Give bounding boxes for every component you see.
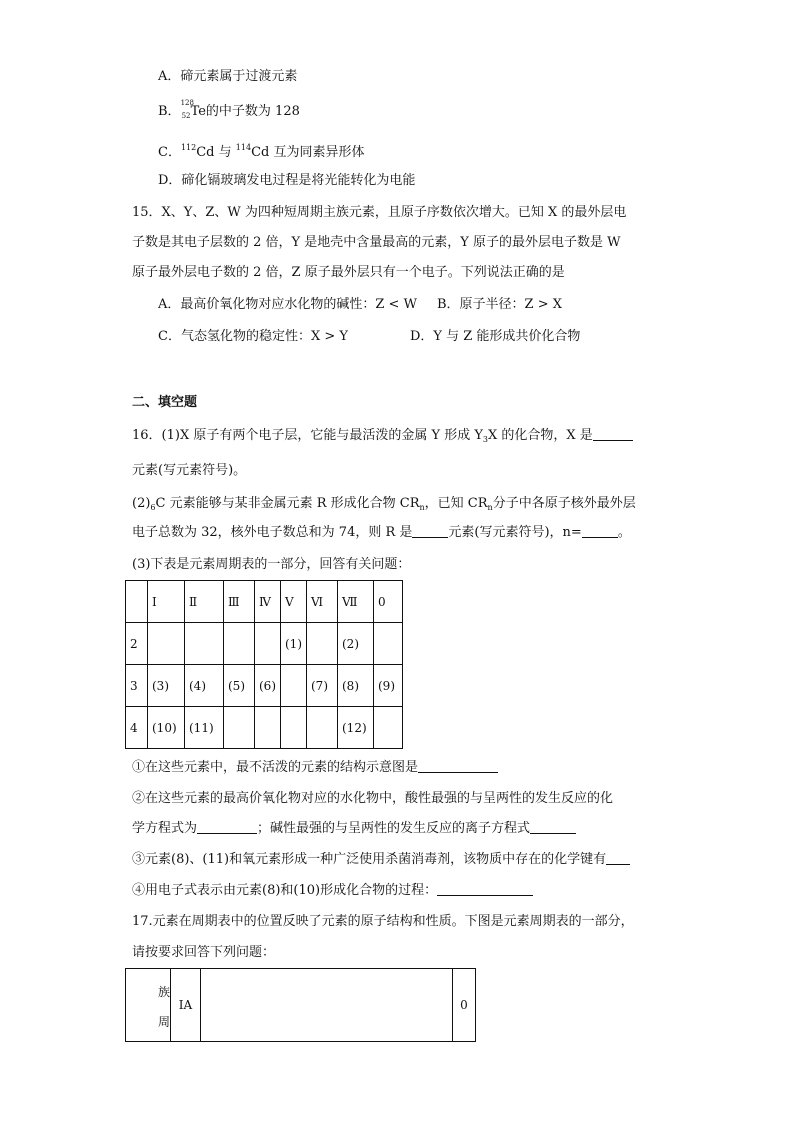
table-row bbox=[126, 707, 403, 749]
q14-option-c bbox=[158, 139, 364, 162]
table-cell bbox=[255, 707, 281, 749]
option-b-prefix: B． bbox=[158, 104, 181, 119]
table-cell-ia: IA bbox=[171, 969, 201, 1042]
table-cell: Ⅴ bbox=[281, 581, 307, 623]
q16-p2-line2-c: 。 bbox=[617, 525, 631, 540]
answer-blank-process[interactable] bbox=[437, 882, 533, 896]
table-cell: (11) bbox=[185, 707, 224, 749]
q16-p2-d: 分子中各原子核外最外层 bbox=[492, 496, 636, 511]
q14-option-d: D．碲化镉玻璃发电过程是将光能转化为电能 bbox=[158, 173, 416, 188]
q17-stem-line2: 请按要求回答下列问题： bbox=[132, 945, 276, 960]
q16-sub2-a: 学方程式为 bbox=[132, 821, 198, 836]
q16-sub1-text: ①在这些元素中，最不活泼的元素的结构示意图是 bbox=[132, 760, 419, 775]
table-cell: (12) bbox=[338, 707, 374, 749]
atomic-number: 52 bbox=[181, 112, 191, 120]
table-cell bbox=[224, 707, 255, 749]
q16-sub3-text: ③元素(8)、(11)和氧元素形成一种广泛使用杀菌消毒剂，该物质中存在的化学键有 bbox=[132, 852, 607, 867]
q15-option-d: D．Y 与 Z 能形成共价化合物 bbox=[410, 329, 581, 344]
q16-sub4 bbox=[132, 882, 533, 900]
answer-blank-x[interactable] bbox=[593, 427, 633, 441]
table-cell: 2 bbox=[126, 623, 148, 665]
nuclide-notation bbox=[180, 99, 194, 120]
q16-p2-line2-b: 元素(写元素符号)，n= bbox=[448, 525, 582, 540]
answer-blank-equation[interactable] bbox=[197, 820, 257, 834]
q16-part3-intro: (3)下表是元素周期表的一部分，回答有关问题： bbox=[132, 557, 411, 572]
option-c-prefix: C． bbox=[158, 145, 181, 160]
q15-stem-line3: 原子最外层电子数的 2 倍，Z 原子最外层只有一个电子。下列说法正确的是 bbox=[132, 265, 565, 280]
table-cell: (7) bbox=[307, 665, 338, 707]
subscript-6: 6 bbox=[150, 503, 156, 512]
subscript-3: 3 bbox=[482, 435, 488, 444]
table-cell bbox=[307, 707, 338, 749]
table-cell bbox=[148, 623, 185, 665]
answer-blank-structure[interactable] bbox=[418, 759, 498, 773]
mass-number: 128 bbox=[180, 99, 194, 107]
table-cell: 3 bbox=[126, 665, 148, 707]
table-cell bbox=[281, 707, 307, 749]
table-cell: Ⅲ bbox=[224, 581, 255, 623]
table-cell: Ⅰ bbox=[148, 581, 185, 623]
q16-p1-b: X 的化合物，X 是 bbox=[488, 428, 593, 443]
option-b-rest: 的中子数为 128 bbox=[205, 104, 300, 119]
table-cell bbox=[374, 623, 403, 665]
table-row bbox=[126, 623, 403, 665]
periodic-table-excerpt bbox=[125, 580, 403, 749]
q16-sub2-b: ；碱性最强的与呈两性的发生反应的离子方程式 bbox=[257, 821, 531, 836]
corner-label-top: 族 bbox=[157, 985, 170, 999]
table-cell: (2) bbox=[338, 623, 374, 665]
table-cell bbox=[307, 623, 338, 665]
table-cell: Ⅱ bbox=[185, 581, 224, 623]
subscript-n: n bbox=[419, 503, 425, 512]
answer-blank-ionic[interactable] bbox=[530, 820, 576, 834]
q16-p2-a: (2) bbox=[132, 496, 151, 511]
q15-option-c: C．气态氢化物的稳定性：X > Y bbox=[158, 329, 348, 344]
corner-cell bbox=[126, 969, 171, 1042]
q16-part2-line2 bbox=[132, 524, 631, 542]
q16-part1-line2: 元素(写元素符号)。 bbox=[132, 463, 247, 478]
q16-sub2-line2 bbox=[132, 820, 576, 838]
table-cell: (4) bbox=[185, 665, 224, 707]
corner-label-bottom: 周 bbox=[157, 1015, 170, 1029]
table-header-row bbox=[126, 581, 403, 623]
answer-blank-bonds[interactable] bbox=[606, 851, 630, 865]
q16-part2-line1 bbox=[132, 495, 636, 517]
table-cell: Ⅶ bbox=[338, 581, 374, 623]
subscript-n-2: n bbox=[487, 503, 493, 512]
table-cell bbox=[185, 623, 224, 665]
table-cell-zero: 0 bbox=[453, 969, 476, 1042]
table-cell bbox=[374, 707, 403, 749]
q15-option-b: B．原子半径：Z > X bbox=[437, 297, 562, 312]
table-cell: 0 bbox=[374, 581, 403, 623]
section-title-fill-in: 二、填空题 bbox=[132, 395, 198, 410]
q16-p2-line2-a: 电子总数为 32，核外电子数总和为 74，则 R 是 bbox=[132, 525, 413, 540]
table-cell: (5) bbox=[224, 665, 255, 707]
q16-sub3 bbox=[132, 851, 630, 869]
periodic-table-partial bbox=[125, 968, 476, 1042]
q16-p2-c: ，已知 CR bbox=[424, 496, 488, 511]
q16-sub4-text: ④用电子式表示由元素(8)和(10)形成化合物的过程： bbox=[132, 883, 438, 898]
q15-stem-line1: 15．X、Y、Z、W 为四种短周期主族元素，且原子序数依次增大。已知 X 的最外层电 bbox=[132, 205, 627, 220]
q15-option-a: A．最高价氧化物对应水化物的碱性：Z < W bbox=[158, 297, 417, 312]
table-cell: (9) bbox=[374, 665, 403, 707]
q16-p2-b: C 元素能够与某非金属元素 R 形成化合物 CR bbox=[155, 496, 420, 511]
table-cell: (1) bbox=[281, 623, 307, 665]
table-cell bbox=[126, 581, 148, 623]
table-cell: (8) bbox=[338, 665, 374, 707]
q15-stem-line2: 子数是其电子层数的 2 倍，Y 是地壳中含量最高的元素，Y 原子的最外层电子数是 W bbox=[132, 235, 621, 250]
q14-option-a: A．碲元素属于过渡元素 bbox=[158, 69, 298, 84]
q14-option-b bbox=[158, 99, 300, 121]
table-cell: (10) bbox=[148, 707, 185, 749]
option-c-rest: Cd 互为同素异形体 bbox=[251, 145, 365, 160]
option-c-mid: Cd 与 bbox=[196, 145, 236, 160]
mass-number-114: 114 bbox=[235, 143, 252, 152]
q16-p1-a: 16．(1)X 原子有两个电子层，它能与最活泼的金属 Y 形成 Y bbox=[132, 428, 483, 443]
table-cell: (3) bbox=[148, 665, 185, 707]
answer-blank-n[interactable] bbox=[582, 524, 618, 538]
table-cell: 4 bbox=[126, 707, 148, 749]
answer-blank-r[interactable] bbox=[412, 524, 448, 538]
table-cell: (6) bbox=[255, 665, 281, 707]
table-cell bbox=[224, 623, 255, 665]
q16-sub1 bbox=[132, 759, 498, 777]
element-symbol: Te bbox=[190, 104, 206, 119]
table-row bbox=[126, 969, 476, 1042]
q17-stem-line1: 17.元素在周期表中的位置反映了元素的原子结构和性质。下图是元素周期表的一部分， bbox=[132, 914, 634, 929]
table-cell: Ⅵ bbox=[307, 581, 338, 623]
table-cell-empty bbox=[201, 969, 453, 1042]
table-row bbox=[126, 665, 403, 707]
table-cell bbox=[281, 665, 307, 707]
mass-number-112: 112 bbox=[180, 143, 197, 152]
q16-sub2-line1: ②在这些元素的最高价氧化物对应的水化物中，酸性最强的与呈两性的发生反应的化 bbox=[132, 791, 614, 806]
table-cell: Ⅳ bbox=[255, 581, 281, 623]
table-cell bbox=[255, 623, 281, 665]
q16-part1-line1 bbox=[132, 427, 633, 449]
